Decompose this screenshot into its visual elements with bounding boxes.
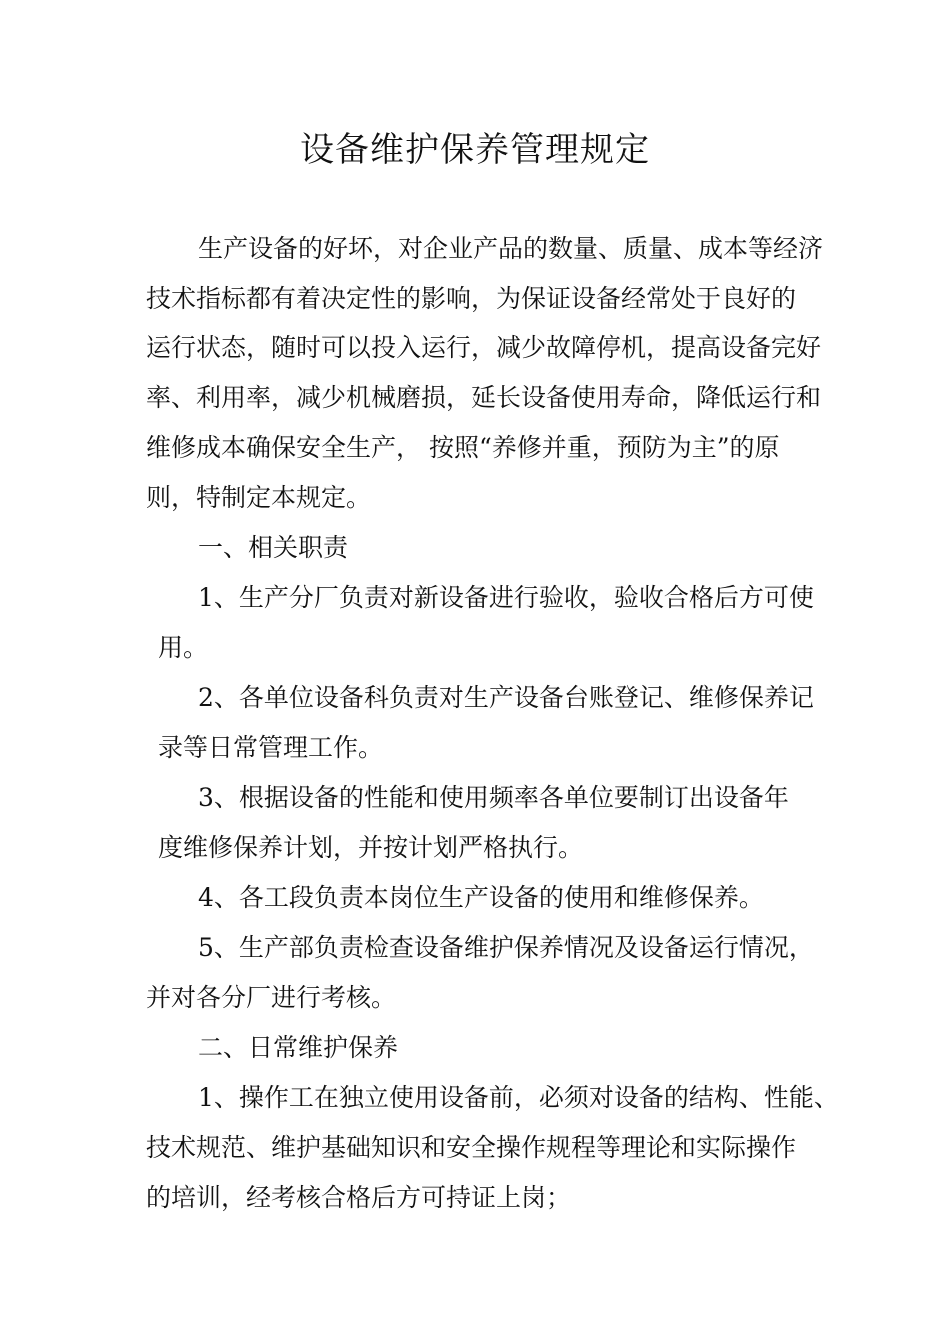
list-item-line: 录等日常管理工作。	[158, 733, 384, 762]
list-item-line: 4、各工段负责本岗位生产设备的使用和维修保养。	[198, 883, 764, 912]
intro-line: 则，特制定本规定。	[146, 483, 372, 512]
intro-line: 生产设备的好坏，对企业产品的数量、质量、成本等经济	[198, 234, 824, 263]
list-item-line: 2、各单位设备科负责对生产设备台账登记、维修保养记	[198, 683, 814, 712]
list-item-line: 度维修保养计划，并按计划严格执行。	[158, 833, 584, 862]
list-item-line: 3、根据设备的性能和使用频率各单位要制订出设备年	[198, 783, 789, 812]
intro-line: 运行状态，随时可以投入运行，减少故障停机，提高设备完好	[146, 333, 822, 362]
list-item-line: 1、操作工在独立使用设备前，必须对设备的结构、性能、	[198, 1083, 839, 1112]
intro-line: 率、利用率，减少机械磨损，延长设备使用寿命，降低运行和	[146, 383, 822, 412]
section-heading: 二、日常维护保养	[198, 1033, 399, 1062]
list-item-line: 用。	[158, 633, 209, 662]
section-heading: 一、相关职责	[198, 533, 349, 562]
document-title: 设备维护保养管理规定	[300, 130, 650, 170]
intro-line: 技术指标都有着决定性的影响，为保证设备经常处于良好的	[146, 284, 797, 313]
list-item-line: 的培训，经考核合格后方可持证上岗；	[146, 1183, 572, 1212]
list-item-line: 技术规范、维护基础知识和安全操作规程等理论和实际操作	[146, 1133, 797, 1162]
intro-line: 维修成本确保安全生产， 按照“养修并重，预防为主”的原	[146, 433, 780, 462]
list-item-line: 1、生产分厂负责对新设备进行验收，验收合格后方可使	[198, 583, 814, 612]
list-item-line: 5、生产部负责检查设备维护保养情况及设备运行情况，	[198, 933, 814, 962]
list-item-line: 并对各分厂进行考核。	[146, 983, 397, 1012]
